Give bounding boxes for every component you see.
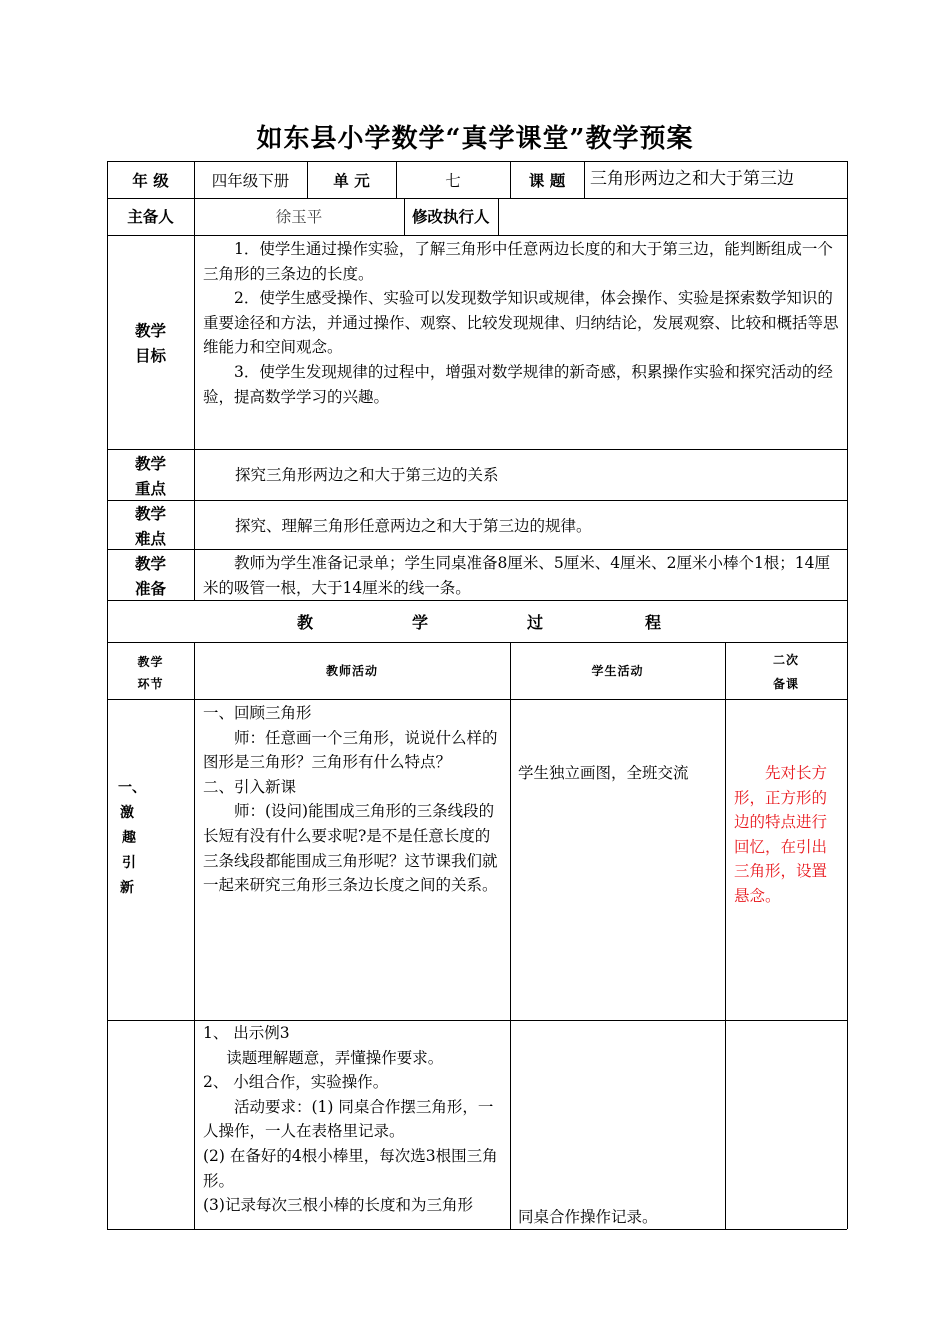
document-title: 如东县小学数学“真学课堂”教学预案 xyxy=(256,124,694,154)
unit-label: 单 元 xyxy=(333,171,370,190)
section2-student-activity: 同桌合作操作记录。 xyxy=(518,1208,658,1226)
preparer-label: 主备人 xyxy=(127,207,174,226)
preparer-value: 徐玉平 xyxy=(275,208,323,226)
key-point-label: 教学 重点 xyxy=(134,454,166,498)
section1-second-prep: 先对长方形，正方形的边的特点进行回忆，在引出三角形，设置悬念。 xyxy=(734,764,828,905)
preparation-text: 教师为学生准备记录单；学生同桌准备8厘米、5厘米、4厘米、2厘米小棒个1根；14厘米的吸管一根，大于14厘米的线一条。 xyxy=(203,554,831,597)
preparation-label: 教学 准备 xyxy=(134,554,166,598)
student-column-header: 学生活动 xyxy=(591,664,644,678)
difficulty-text: 探究、理解三角形任意两边之和大于第三边的规律。 xyxy=(235,517,592,535)
grade-value: 四年级下册 xyxy=(211,172,290,190)
stage-column-header: 教学 环节 xyxy=(137,655,164,691)
section1-stage: 一、 激 趣 引 新 xyxy=(118,780,146,896)
section2-teacher-activity: 1、 出示例3 读题理解题意，弄懂操作要求。 2、 小组合作，实验操作。 活动要求：(1) 同桌合作摆三角形，一人操作，一人在表格里记录。 (2) 在备好的4根小棒里，每次选3根围三角形。 (3)记录每次三根小棒的长度和为三角形 xyxy=(203,1024,498,1215)
reviser-label: 修改执行人 xyxy=(412,207,490,226)
teacher-column-header: 教师活动 xyxy=(325,664,378,678)
lesson-value: 三角形两边之和大于第三边 xyxy=(590,169,794,189)
section1-teacher-activity: 一、回顾三角形 师：任意画一个三角形，说说什么样的图形是三角形？三角形有什么特点？ 二、引入新课 师：(设问)能围成三角形的三条线段的长短有没有什么要求呢?是不是任意长度的三条线段都能围成三角形呢？这节课我们就一起来研究三角形三条边长度之间的关系。 xyxy=(203,704,498,895)
key-point-text: 探究三角形两边之和大于第三边的关系 xyxy=(235,466,499,484)
unit-value: 七 xyxy=(445,172,461,190)
goal-item: 3．使学生发现规律的过程中，增强对数学规律的新奇感，积累操作实验和探究活动的经验，提高数学学习的兴趣。 xyxy=(203,362,833,406)
lesson-label: 课 题 xyxy=(528,171,566,190)
goal-item: 2．使学生感受操作、实验可以发现数学知识或规律，体会操作、实验是探索数学知识的重要途径和方法，并通过操作、观察、比较发现规律、归纳结论，发展观察、比较和概括等思维能力和空间观念。 xyxy=(203,289,839,357)
goals-list xyxy=(203,237,841,409)
goal-item: 1．使学生通过操作实验，了解三角形中任意两边长度的和大于第三边，能判断组成一个三角形的三条边的长度。 xyxy=(203,240,833,283)
second-prep-column-header: 二次 备课 xyxy=(772,653,799,691)
goals-label: 教学 目标 xyxy=(134,321,166,365)
section1-student-activity: 学生独立画图，全班交流 xyxy=(518,764,689,782)
difficulty-label: 教学 难点 xyxy=(134,504,166,548)
grade-label: 年 级 xyxy=(132,171,169,190)
